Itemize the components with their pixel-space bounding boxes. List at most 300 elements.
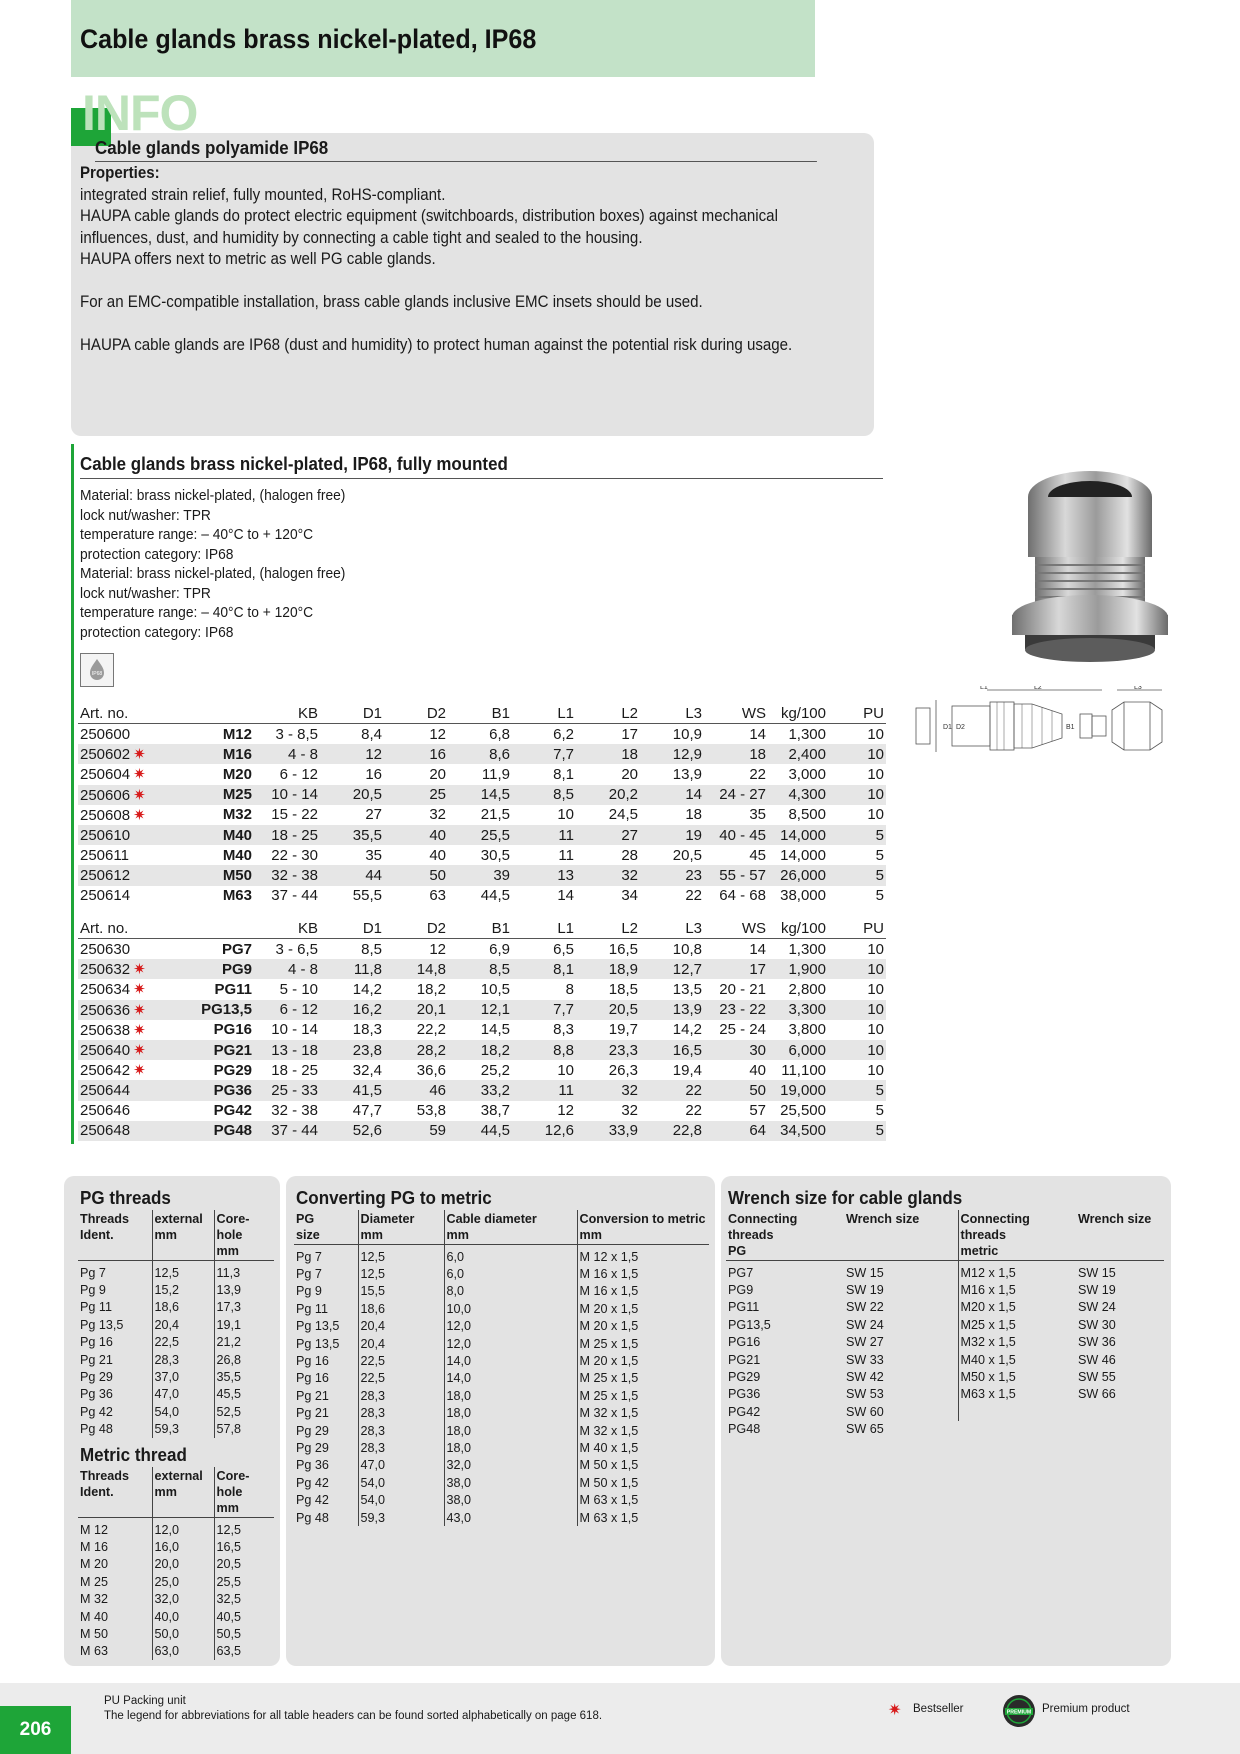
table-cell: M 32 xyxy=(80,1592,108,1607)
table-cell: 10 - 14 xyxy=(254,785,320,805)
table-cell: 37 - 44 xyxy=(271,887,318,905)
table-cell: Pg 13,5 xyxy=(296,1336,340,1351)
article-number-text: 250644 xyxy=(80,1081,131,1099)
premium-badge-icon xyxy=(1002,1694,1036,1728)
table-cell: 3 - 6,5 xyxy=(275,940,318,958)
table-cell: 13,5 xyxy=(672,980,702,998)
column-header-line: Diameter xyxy=(360,1212,415,1226)
table-cell: PG7 xyxy=(728,1265,754,1280)
legend-note: The legend for abbreviations for all table headers can be found sorted alphabetically on page 618. xyxy=(104,1710,603,1722)
table-row xyxy=(78,1403,274,1420)
table-cell: Pg 13,5 xyxy=(296,1319,340,1334)
table-cell: 18 - 25 xyxy=(254,825,320,845)
table-cell: 22 xyxy=(685,887,702,905)
bestseller-star-icon: ✷ xyxy=(133,1062,146,1080)
metric-articles-table xyxy=(78,703,886,906)
table-row xyxy=(78,1020,886,1040)
table-cell: 32 - 38 xyxy=(254,865,320,885)
table-cell: 37 - 44 xyxy=(254,1121,320,1141)
pg-threads-title: PG threads xyxy=(80,1187,171,1208)
table-cell: 16 xyxy=(365,765,382,783)
metric-thread-table xyxy=(78,1467,274,1660)
article-number xyxy=(78,1020,186,1040)
table-cell: PG16 xyxy=(728,1335,761,1350)
table-cell: SW 15 xyxy=(846,1265,884,1280)
column-header-line: Threads xyxy=(80,1212,129,1226)
table-cell: 5 xyxy=(828,1080,886,1100)
table-cell: 57 xyxy=(749,1102,766,1120)
column-header-line: size xyxy=(296,1228,320,1242)
column-header-line: mm xyxy=(579,1228,602,1242)
table-cell: 10 xyxy=(557,1061,574,1079)
table-cell: 63,5 xyxy=(214,1643,274,1660)
table-cell: SW 33 xyxy=(846,1352,884,1367)
table-cell: 10 xyxy=(867,725,884,743)
info-line: Properties: xyxy=(80,164,160,182)
table-cell: 20,4 xyxy=(152,1316,214,1333)
table-cell: 3,800 xyxy=(788,1021,826,1039)
thread-size: PG36 xyxy=(186,1080,254,1100)
column-header xyxy=(294,1210,358,1245)
table-cell: 40 - 45 xyxy=(704,825,768,845)
bestseller-star-icon: ✷ xyxy=(133,786,146,804)
table-cell: 2,800 xyxy=(788,980,826,998)
table-cell: M 20 x 1,5 xyxy=(577,1352,709,1369)
table-cell: Pg 48 xyxy=(296,1510,329,1525)
column-header: L2 xyxy=(576,918,640,939)
table-row xyxy=(726,1368,1164,1385)
table-cell: 13,9 xyxy=(640,1000,704,1020)
thread-size: PG29 xyxy=(213,1061,252,1079)
column-header-line: PG xyxy=(728,1244,747,1258)
table-cell: PG9 xyxy=(728,1283,754,1298)
table-cell: 15,2 xyxy=(152,1281,214,1298)
table-cell: 21,5 xyxy=(480,806,510,824)
table-cell: 14,000 xyxy=(780,846,826,864)
article-number xyxy=(78,764,186,784)
table-cell: 7,7 xyxy=(512,1000,576,1020)
article-number-text: 250632 xyxy=(80,961,131,979)
article-number xyxy=(78,959,186,979)
info-text xyxy=(80,163,870,357)
thread-size: PG21 xyxy=(186,1040,254,1060)
spec-line: temperature range: – 40°C to + 120°C xyxy=(80,526,314,543)
table-row xyxy=(294,1509,709,1526)
table-cell: M 50 x 1,5 xyxy=(577,1457,709,1474)
spec-line: protection category: IP68 xyxy=(80,623,234,641)
table-cell: PG48 xyxy=(728,1422,761,1437)
table-cell: 10 xyxy=(828,744,886,764)
table-cell: 1,900 xyxy=(768,959,828,979)
bestseller-star-icon: ✷ xyxy=(133,961,146,979)
table-cell: 6,000 xyxy=(768,1040,828,1060)
table-cell: Pg 13,5 xyxy=(80,1317,124,1332)
table-cell: 6,2 xyxy=(553,725,574,743)
table-cell: SW 19 xyxy=(846,1283,884,1298)
table-row xyxy=(78,1591,274,1608)
table-cell: M 63 xyxy=(80,1644,108,1659)
table-cell: 30 xyxy=(704,1040,768,1060)
table-row xyxy=(78,886,886,906)
table-row xyxy=(726,1281,1164,1298)
column-header: PU xyxy=(828,918,886,939)
table-cell: 25 - 33 xyxy=(254,1080,320,1100)
table-cell: 47,7 xyxy=(352,1102,382,1120)
table-cell: 30,5 xyxy=(480,846,510,864)
table-row xyxy=(294,1245,709,1266)
article-number-text: 250634 xyxy=(80,981,131,999)
table-cell: 41,5 xyxy=(320,1080,384,1100)
table-cell: 28,3 xyxy=(358,1405,444,1422)
table-cell: 11 xyxy=(558,846,574,864)
column-header-line: mm xyxy=(154,1485,177,1499)
column-header-line: Wrench size xyxy=(846,1212,920,1226)
table-cell: 59,3 xyxy=(152,1421,214,1438)
table-cell: PG42 xyxy=(728,1404,761,1419)
table-cell: 44,5 xyxy=(448,1121,512,1141)
thread-size: PG7 xyxy=(221,940,252,958)
table-cell: 18,0 xyxy=(444,1422,577,1439)
table-cell: 5 xyxy=(828,865,886,885)
table-cell: 12,0 xyxy=(444,1318,577,1335)
table-cell: 28,3 xyxy=(152,1351,214,1368)
table-cell: 38,0 xyxy=(444,1474,577,1491)
thread-size: PG48 xyxy=(186,1121,254,1141)
table-cell: 52,6 xyxy=(320,1121,384,1141)
table-cell: 10,0 xyxy=(444,1300,577,1317)
column-header: L1 xyxy=(512,703,576,724)
table-cell: 46 xyxy=(384,1080,448,1100)
table-cell: Pg 9 xyxy=(80,1283,106,1298)
table-row xyxy=(78,865,886,885)
table-cell: 19 xyxy=(640,825,704,845)
table-cell: 50 xyxy=(704,1080,768,1100)
table-row xyxy=(726,1351,1164,1368)
table-cell: Pg 48 xyxy=(80,1422,113,1437)
table-cell: 8 xyxy=(565,980,574,998)
table-cell: 25,5 xyxy=(448,825,512,845)
article-number xyxy=(78,1000,186,1020)
column-header-line: Conversion to metric xyxy=(579,1212,706,1226)
table-header-row xyxy=(726,1210,1164,1261)
table-cell: 32 xyxy=(576,865,640,885)
table-cell: M 63 x 1,5 xyxy=(577,1509,709,1526)
thread-size: M25 xyxy=(186,785,254,805)
column-header-line: Cable diameter xyxy=(446,1212,537,1226)
thread-size: M12 xyxy=(222,725,252,743)
table-cell: M 32 x 1,5 xyxy=(577,1405,709,1422)
bestseller-star-icon: ✷ xyxy=(133,1021,146,1039)
table-cell: 6,0 xyxy=(444,1265,577,1282)
column-header: L3 xyxy=(640,918,704,939)
drawing-label-d1: D1 xyxy=(943,724,952,731)
table-cell: 8,5 xyxy=(448,959,512,979)
table-header-row xyxy=(78,703,886,724)
table-header-row xyxy=(78,1467,274,1518)
column-header: kg/100 xyxy=(768,703,828,724)
column-header: B1 xyxy=(448,918,512,939)
thread-size: M32 xyxy=(222,806,252,824)
table-cell: 18,9 xyxy=(576,959,640,979)
table-cell: 8,1 xyxy=(553,765,574,783)
table-cell: 8,5 xyxy=(512,785,576,805)
table-cell: 2,400 xyxy=(768,744,828,764)
table-cell: 50 xyxy=(384,865,448,885)
bestseller-star-icon: ✷ xyxy=(133,806,146,824)
table-cell: 10 xyxy=(828,1000,886,1020)
article-number xyxy=(78,886,186,906)
table-cell: 40 xyxy=(749,1061,766,1079)
info-line: integrated strain relief, fully mounted, RoHS-compliant. xyxy=(80,185,446,204)
table-cell: 8,6 xyxy=(448,744,512,764)
article-number xyxy=(78,939,186,960)
table-cell: SW 46 xyxy=(1078,1352,1116,1367)
table-cell: 8,0 xyxy=(444,1283,577,1300)
article-number xyxy=(78,1121,186,1141)
table-row xyxy=(726,1316,1164,1333)
table-cell: 26,3 xyxy=(608,1061,638,1079)
wrench-table xyxy=(726,1210,1164,1438)
table-cell: 20,4 xyxy=(358,1335,444,1352)
converting-title: Converting PG to metric xyxy=(296,1187,492,1208)
table-cell: 22,2 xyxy=(416,1021,446,1039)
table-cell: M 50 x 1,5 xyxy=(577,1474,709,1491)
table-cell: 27 xyxy=(365,806,382,824)
table-cell: 23,3 xyxy=(576,1040,640,1060)
table-cell: SW 30 xyxy=(1078,1317,1116,1332)
table-cell xyxy=(958,1403,1076,1420)
table-cell: M 16 xyxy=(80,1540,108,1555)
table-cell: 47,0 xyxy=(152,1386,214,1403)
table-cell: 28 xyxy=(621,846,638,864)
table-cell: 8,500 xyxy=(788,806,826,824)
column-header-line: Wrench size xyxy=(1078,1212,1152,1226)
table-row xyxy=(78,785,886,805)
column-header: D1 xyxy=(320,918,384,939)
table-cell: 16,2 xyxy=(320,1000,384,1020)
table-cell: 32 xyxy=(621,1102,638,1120)
table-cell: 44 xyxy=(320,865,384,885)
table-cell: 20,1 xyxy=(384,1000,448,1020)
table-cell: M 40 xyxy=(80,1609,108,1624)
table-row xyxy=(726,1421,1164,1438)
column-header-line: PG xyxy=(296,1212,315,1226)
table-row xyxy=(78,1368,274,1385)
table-cell xyxy=(958,1421,1076,1438)
table-cell: Pg 42 xyxy=(296,1493,329,1508)
table-cell: 12,5 xyxy=(214,1518,274,1539)
column-header: kg/100 xyxy=(768,918,828,939)
table-cell: 28,2 xyxy=(384,1040,448,1060)
table-cell: 10 xyxy=(867,765,884,783)
table-cell: 22,5 xyxy=(152,1334,214,1351)
table-cell: 10 xyxy=(828,785,886,805)
drawing-label-l1: L1 xyxy=(980,686,988,691)
table-cell: 20 xyxy=(621,765,638,783)
table-cell: 12 xyxy=(429,940,446,958)
table-cell: M 32 x 1,5 xyxy=(577,1422,709,1439)
table-cell: 5 xyxy=(828,1121,886,1141)
column-header-line: Ident. xyxy=(80,1228,114,1242)
info-badge: INFO xyxy=(82,85,198,141)
table-cell: 16,0 xyxy=(152,1538,214,1555)
table-row xyxy=(294,1318,709,1335)
table-cell: 17 xyxy=(621,725,638,743)
product-heading: Cable glands brass nickel-plated, IP68, fully mounted xyxy=(80,454,883,479)
table-row xyxy=(78,1299,274,1316)
info-line: For an EMC-compatible installation, brass cable glands inclusive EMC insets should be used. xyxy=(80,293,703,311)
table-cell: 63 xyxy=(429,887,446,905)
table-cell: 35 xyxy=(365,846,382,864)
table-cell: 22,8 xyxy=(640,1121,704,1141)
table-cell: 40,5 xyxy=(214,1608,274,1625)
table-row xyxy=(78,1573,274,1590)
table-cell: 40 xyxy=(429,846,446,864)
column-header-line: external xyxy=(154,1212,203,1226)
table-cell: 17 xyxy=(704,959,768,979)
table-cell: 13 - 18 xyxy=(254,1040,320,1060)
table-row xyxy=(726,1261,1164,1282)
table-cell: 10,8 xyxy=(672,940,702,958)
table-cell: 6,5 xyxy=(553,940,574,958)
table-cell: 20,2 xyxy=(576,785,640,805)
table-row xyxy=(78,1518,274,1539)
article-number-text: 250638 xyxy=(80,1021,131,1039)
table-cell: 13 xyxy=(512,865,576,885)
table-cell: 64 - 68 xyxy=(719,887,766,905)
table-cell: 18,0 xyxy=(444,1387,577,1404)
column-header: L3 xyxy=(640,703,704,724)
footer-notes xyxy=(104,1694,602,1724)
article-number-text: 250612 xyxy=(80,866,131,884)
wrench-title: Wrench size for cable glands xyxy=(728,1187,963,1208)
column-header: L2 xyxy=(576,703,640,724)
spec-line: Material: brass nickel-plated, (halogen free) xyxy=(80,487,346,504)
table-cell: 18,2 xyxy=(448,1040,512,1060)
table-cell: 4 - 8 xyxy=(254,744,320,764)
article-number-text: 250630 xyxy=(80,940,131,958)
column-header: KB xyxy=(254,703,320,724)
table-row xyxy=(78,939,886,960)
table-cell: 13,9 xyxy=(672,765,702,783)
table-cell: 5 xyxy=(875,846,884,864)
table-row xyxy=(294,1352,709,1369)
table-cell: 18 xyxy=(685,806,702,824)
table-cell: 10 xyxy=(867,806,884,824)
table-cell: 14,8 xyxy=(384,959,448,979)
table-cell: 10 xyxy=(828,1040,886,1060)
thread-size: PG13,5 xyxy=(186,1000,254,1020)
table-cell: M 20 xyxy=(80,1557,108,1572)
pu-note: PU Packing unit xyxy=(104,1695,186,1707)
column-header xyxy=(78,1210,152,1261)
table-row xyxy=(78,1556,274,1573)
table-cell: 26,000 xyxy=(768,865,828,885)
table-cell: M20 x 1,5 xyxy=(958,1299,1076,1316)
table-cell: 34 xyxy=(621,887,638,905)
metric-thread-title: Metric thread xyxy=(80,1444,187,1465)
table-cell: SW 24 xyxy=(1078,1300,1116,1315)
table-cell: SW 65 xyxy=(846,1422,884,1437)
column-header xyxy=(444,1210,577,1245)
table-row xyxy=(78,1000,886,1020)
table-cell: 11,9 xyxy=(481,765,510,783)
table-row xyxy=(294,1474,709,1491)
article-number xyxy=(78,805,186,825)
drawing-label-l2: L2 xyxy=(1034,686,1042,691)
table-cell: 14,5 xyxy=(480,1021,510,1039)
table-cell: 14 xyxy=(557,887,574,905)
table-cell: 16 xyxy=(384,744,448,764)
table-cell: 25,500 xyxy=(780,1102,826,1120)
table-cell: 4,300 xyxy=(768,785,828,805)
column-header xyxy=(726,1210,844,1261)
table-cell: M 20 x 1,5 xyxy=(577,1300,709,1317)
table-cell: 20 xyxy=(429,765,446,783)
bestseller-star-icon: ✷ xyxy=(888,1702,902,1719)
article-number-text: 250614 xyxy=(80,887,131,905)
table-cell: Pg 11 xyxy=(296,1301,328,1316)
table-cell: 36,6 xyxy=(416,1061,446,1079)
table-cell: 40 xyxy=(384,825,448,845)
table-cell: Pg 16 xyxy=(296,1354,329,1369)
product-specs xyxy=(80,486,368,642)
column-header: L1 xyxy=(512,918,576,939)
table-cell xyxy=(1076,1403,1164,1420)
table-cell: 20,4 xyxy=(358,1318,444,1335)
table-cell: 20,5 xyxy=(214,1556,274,1573)
thread-size: PG42 xyxy=(213,1102,252,1120)
table-cell: 38,0 xyxy=(444,1491,577,1508)
table-header-row xyxy=(78,1210,274,1261)
table-cell: 23 xyxy=(640,865,704,885)
article-number-text: 250600 xyxy=(80,725,131,743)
table-cell: 64 xyxy=(704,1121,768,1141)
table-cell: 6,0 xyxy=(444,1245,577,1266)
table-cell: 27 xyxy=(576,825,640,845)
table-row xyxy=(294,1422,709,1439)
table-cell: M 40 x 1,5 xyxy=(577,1439,709,1456)
table-cell: Pg 7 xyxy=(80,1265,106,1280)
column-header: D2 xyxy=(384,703,448,724)
premium-legend: Premium product xyxy=(1042,1703,1130,1715)
cable-gland-photo xyxy=(1005,467,1180,667)
table-cell: 24,5 xyxy=(608,806,638,824)
column-header xyxy=(152,1210,214,1261)
table-cell: 32 - 38 xyxy=(271,1102,318,1120)
article-number-text: 250604 xyxy=(80,766,131,784)
page-title: Cable glands brass nickel-plated, IP68 xyxy=(80,24,537,54)
table-row xyxy=(78,1538,274,1555)
table-cell: Pg 9 xyxy=(296,1284,322,1299)
table-cell: 22 xyxy=(685,1102,702,1120)
table-cell: 22,5 xyxy=(358,1352,444,1369)
table-cell: SW 27 xyxy=(846,1335,884,1350)
table-row xyxy=(78,1040,886,1060)
table-cell: 14,2 xyxy=(672,1021,702,1039)
table-row xyxy=(78,1608,274,1625)
pg-threads-table xyxy=(78,1210,274,1438)
table-cell: 15 - 22 xyxy=(271,806,318,824)
column-header-line: mm xyxy=(446,1228,469,1242)
table-cell: Pg 36 xyxy=(296,1458,329,1473)
table-cell: 12 xyxy=(320,744,384,764)
table-cell: 63,0 xyxy=(152,1643,214,1660)
article-number xyxy=(78,744,186,764)
table-cell: M32 x 1,5 xyxy=(958,1334,1076,1351)
converting-table xyxy=(294,1210,709,1526)
table-cell: 32 xyxy=(429,806,446,824)
